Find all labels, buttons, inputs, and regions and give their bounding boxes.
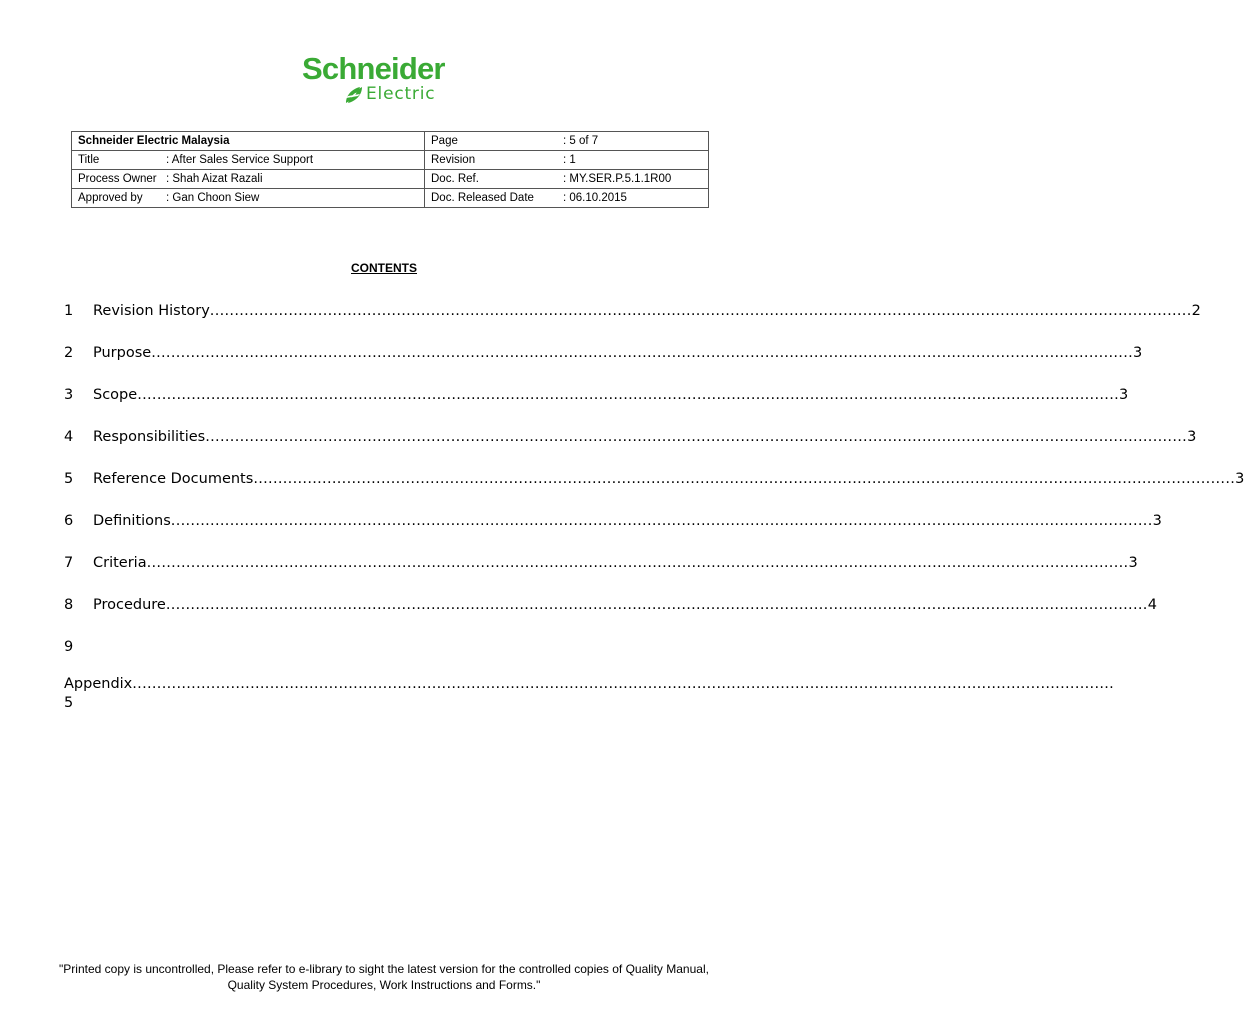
toc-number: 1 [64,303,74,319]
toc-entry-appendix[interactable] [64,638,1115,713]
header-right-cell [425,189,709,208]
toc-title: Criteria [93,555,147,571]
toc-entry[interactable] [64,384,1129,406]
approved-by-value: : Gan Choon Siew [166,192,260,204]
toc-title: Purpose [93,345,152,361]
toc-leader: ........................................................................................................................................................................................................ [151,345,1134,361]
toc-leader: ........................................................................................................................................................................................................ [146,555,1129,571]
doc-ref-label: Doc. Ref. [431,173,479,185]
toc-title: Definitions [93,513,171,529]
title-label: Title [78,154,100,166]
toc-number: 3 [64,387,74,403]
toc-page: 5 [64,695,74,711]
toc-leader: ........................................................................................................................................................................................................ [170,513,1153,529]
toc-leader: ........................................................................................................................................................................................................ [165,597,1148,613]
toc-number: 6 [64,513,74,529]
company-name: Schneider Electric Malaysia [72,132,425,151]
header-row [72,170,709,189]
contents-heading: CONTENTS [351,261,417,275]
title-value: : After Sales Service Support [166,154,314,166]
company-logo [300,52,470,108]
released-date-label: Doc. Released Date [431,192,534,204]
toc-number: 2 [64,345,74,361]
logo-mark-icon [342,83,366,107]
logo-sub: Electric [366,84,436,104]
toc-page: 3 [1119,387,1129,403]
toc-title: Scope [93,387,138,403]
toc-number: 4 [64,429,74,445]
toc-leader: ........................................................................................................................................................................................................ [253,471,1236,487]
page-value: : 5 of 7 [563,135,599,147]
logo-name: Schneider [302,51,445,86]
header-row [72,189,709,208]
toc-number: 9 [64,639,74,655]
released-date-value: : 06.10.2015 [563,192,627,204]
toc-title: Reference Documents [93,471,254,487]
header-right-cell [425,170,709,189]
footer-note: "Printed copy is uncontrolled, Please refer to e-library to sight the latest version for the controlled copies of Quality Manual, Quality System Procedures, Work Instructions and Forms." [59,962,709,992]
header-right-cell [425,151,709,170]
toc-entry[interactable] [64,468,1244,490]
process-owner-value: : Shah Aizat Razali [166,173,263,185]
toc-leader: ........................................................................................................................................................................................................ [205,429,1188,445]
toc-number: 7 [64,555,74,571]
toc-page: 3 [1187,429,1197,445]
header-row [72,151,709,170]
toc-entry[interactable] [64,342,1143,364]
toc-leader: ........................................................................................................................................................................................................ [209,303,1192,319]
doc-ref-value: : MY.SER.P.5.1.1R00 [563,173,672,185]
toc-number: 8 [64,597,74,613]
toc-number: 5 [64,471,74,487]
toc-title: Appendix [64,676,133,692]
toc-leader: ........................................................................................................................................................................................................ [137,387,1120,403]
approved-by-label: Approved by [78,192,143,204]
toc-entry[interactable] [64,426,1197,448]
document-header-table [71,131,709,208]
toc-entry[interactable] [64,552,1138,574]
toc-title: Responsibilities [93,429,206,445]
toc-page: 3 [1235,471,1244,487]
header-left-cell [72,189,425,208]
toc-page: 3 [1128,555,1138,571]
toc-title: Procedure [93,597,166,613]
page-label: Page [431,135,458,147]
process-owner-label: Process Owner [78,173,157,185]
toc-entry[interactable] [64,594,1157,616]
header-row [72,132,709,151]
header-left-cell [72,151,425,170]
toc-page: 4 [1147,597,1157,613]
revision-value: : 1 [563,154,576,166]
toc-entry[interactable] [64,510,1162,532]
toc-page: 3 [1133,345,1143,361]
header-right-cell [425,132,709,151]
revision-label: Revision [431,154,476,166]
header-left-cell [72,170,425,189]
toc-leader: ........................................................................................................................................................................................................ [132,676,1115,692]
toc-entry[interactable] [64,300,1201,322]
toc-page: 3 [1152,513,1162,529]
toc-page: 2 [1191,303,1201,319]
toc-title: Revision History [93,303,210,319]
